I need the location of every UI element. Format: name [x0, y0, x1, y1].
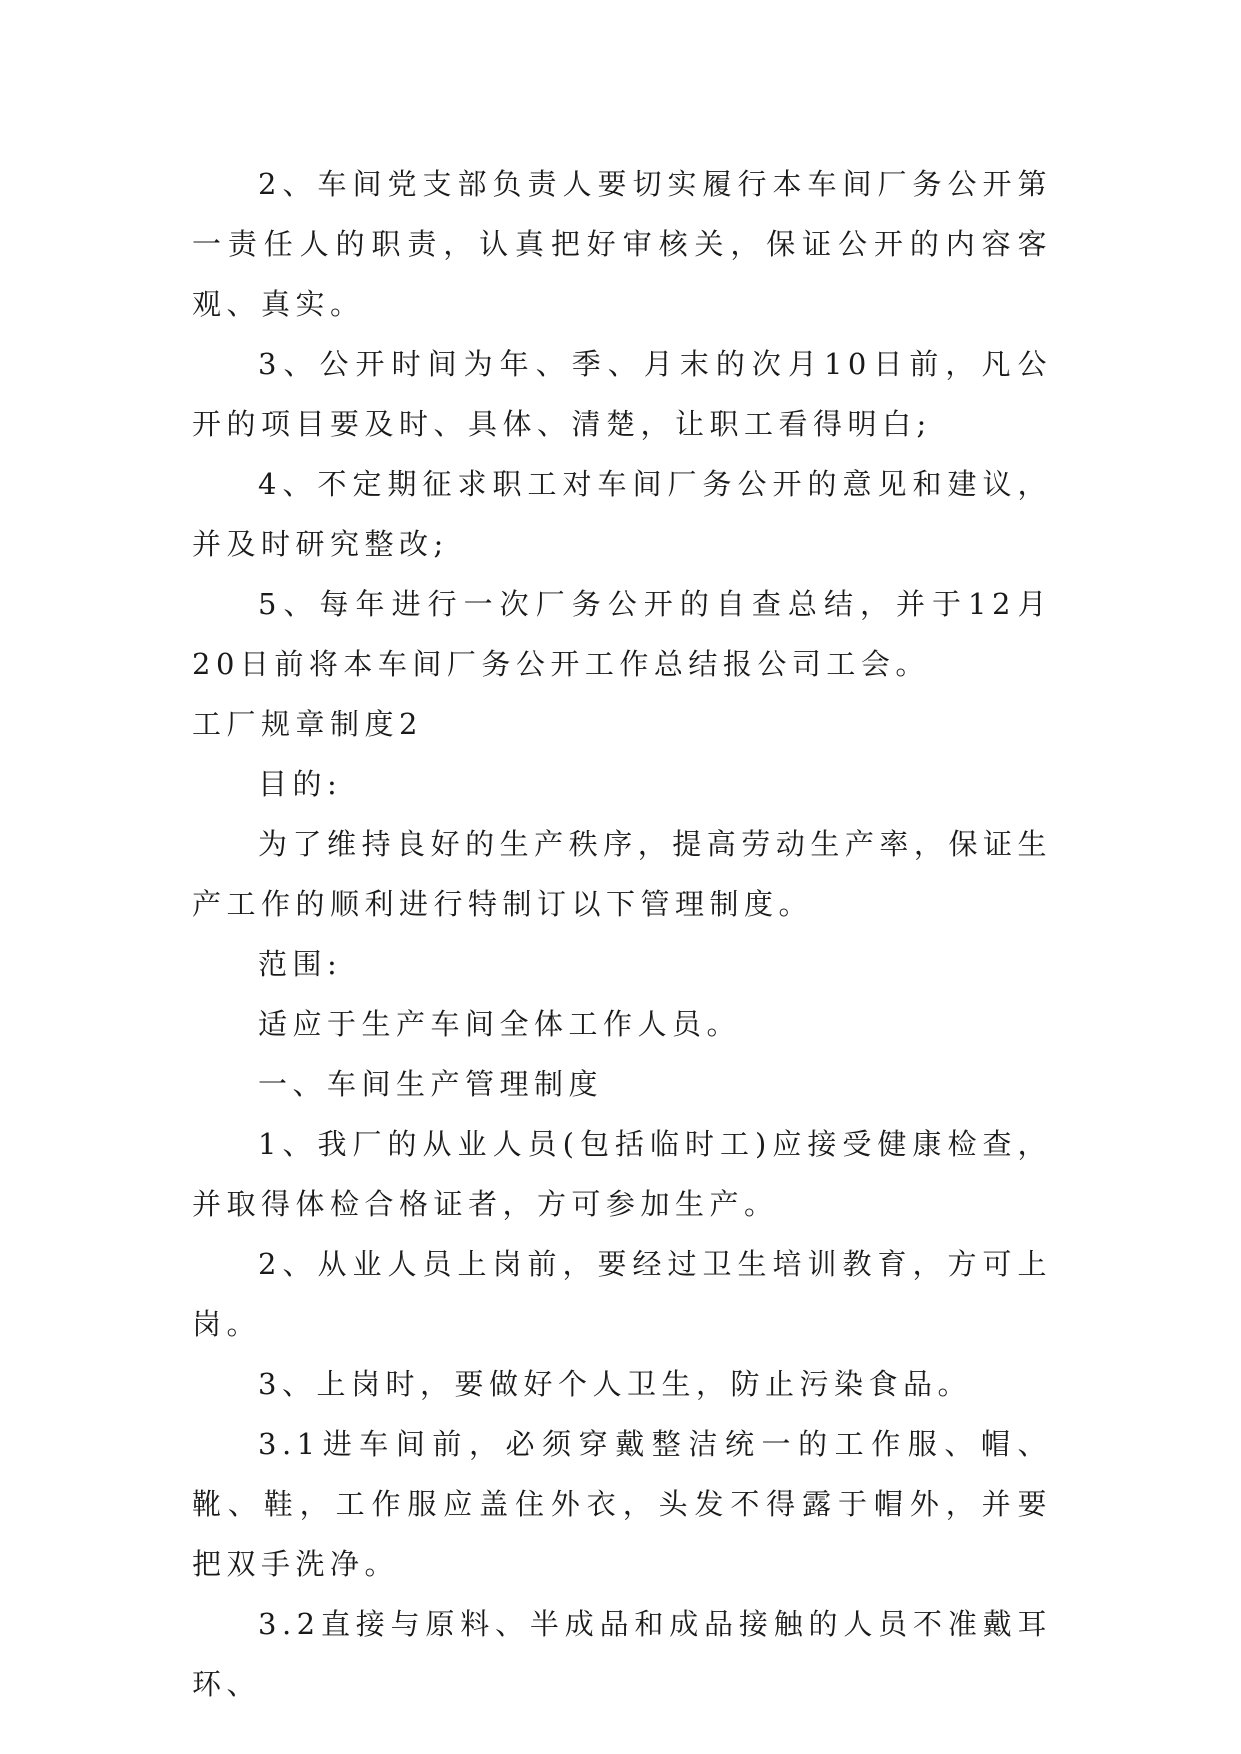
paragraph-item-2: 2、车间党支部负责人要切实履行本车间厂务公开第一责任人的职责，认真把好审核关，保证公开的内容客观、真实。 [192, 167, 1052, 321]
rule-item-1: 1、我厂的从业人员(包括临时工)应接受健康检查，并取得体检合格证者，方可参加生产。 [192, 1127, 1052, 1221]
rule-item-3-2: 3.2直接与原料、半成品和成品接触的人员不准戴耳环、 [192, 1607, 1052, 1701]
rule-item-3: 3、上岗时，要做好个人卫生，防止污染食品。 [258, 1367, 972, 1401]
paragraph-item-3: 3、公开时间为年、季、月末的次月10日前，凡公开的项目要及时、具体、清楚，让职工看得明白; [192, 347, 1052, 441]
purpose-text: 为了维持良好的生产秩序，提高劳动生产率，保证生产工作的顺利进行特制订以下管理制度。 [192, 827, 1052, 921]
section-title: 工厂规章制度2 [192, 707, 423, 741]
chapter-heading: 一、车间生产管理制度 [258, 1067, 604, 1101]
scope-text: 适应于生产车间全体工作人员。 [258, 1007, 742, 1041]
rule-item-3-1: 3.1进车间前，必须穿戴整洁统一的工作服、帽、靴、鞋，工作服应盖住外衣，头发不得露于帽外，并要把双手洗净。 [192, 1427, 1052, 1581]
purpose-label: 目的: [258, 767, 343, 801]
paragraph-item-4: 4、不定期征求职工对车间厂务公开的意见和建议，并及时研究整改; [192, 467, 1052, 561]
scope-label: 范围: [258, 947, 343, 981]
document-page [192, 154, 1052, 1714]
paragraph-item-5: 5、每年进行一次厂务公开的自查总结，并于12月20日前将本车间厂务公开工作总结报公司工会。 [192, 587, 1052, 681]
rule-item-2: 2、从业人员上岗前，要经过卫生培训教育，方可上岗。 [192, 1247, 1052, 1341]
